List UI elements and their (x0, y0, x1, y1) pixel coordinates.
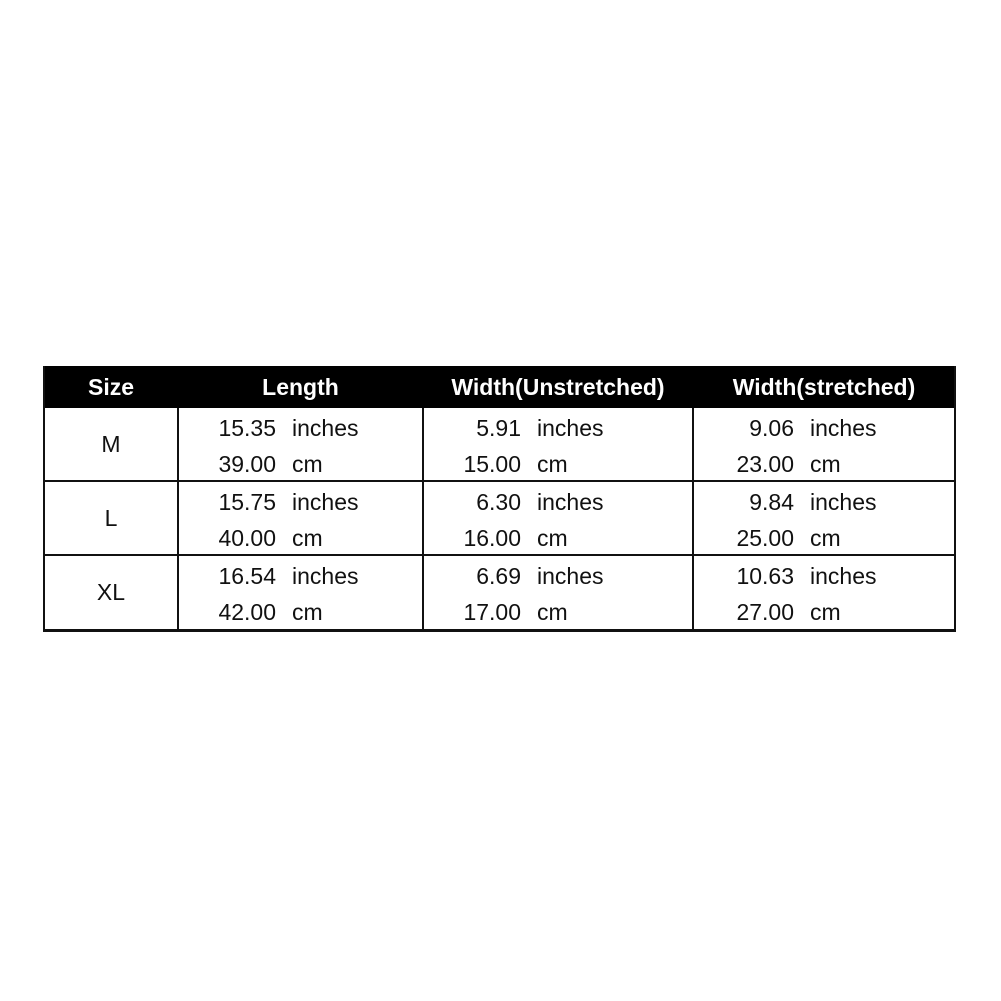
table-row-l (45, 482, 954, 556)
width-unstretched-cm-unit: cm (537, 525, 568, 551)
width-unstretched-inch-unit: inches (537, 563, 604, 589)
table-row-m (45, 408, 954, 482)
length-inch-value: 15.75 (218, 489, 276, 515)
column-divider (422, 408, 424, 629)
width-unstretched-inch-value: 5.91 (476, 415, 521, 441)
width-stretched-inch-unit: inches (810, 489, 877, 515)
size-cell: L (104, 505, 118, 531)
width-unstretched-inch-unit: inches (537, 489, 604, 515)
header-width-stretched: Width(stretched) (732, 374, 916, 400)
width-stretched-cm-unit: cm (810, 525, 841, 551)
width-unstretched-cm-value: 17.00 (463, 599, 521, 625)
width-stretched-inch-value: 9.84 (749, 489, 794, 515)
width-unstretched-cm-value: 16.00 (463, 525, 521, 551)
width-stretched-cm-value: 27.00 (736, 599, 794, 625)
size-cell: M (101, 431, 121, 457)
header-width-unstretched: Width(Unstretched) (451, 374, 665, 400)
length-cm-value: 40.00 (218, 525, 276, 551)
width-stretched-cm-unit: cm (810, 451, 841, 477)
length-inch-unit: inches (292, 563, 359, 589)
column-divider (692, 408, 694, 629)
table-row-xl (45, 556, 954, 630)
column-divider (177, 408, 179, 629)
header-length: Length (262, 374, 339, 400)
width-unstretched-cm-value: 15.00 (463, 451, 521, 477)
length-inch-value: 16.54 (218, 563, 276, 589)
size-chart-table (43, 366, 956, 632)
size-cell: XL (96, 579, 126, 605)
width-unstretched-inch-unit: inches (537, 415, 604, 441)
width-stretched-cm-value: 23.00 (736, 451, 794, 477)
table-header (45, 366, 954, 408)
length-inch-unit: inches (292, 415, 359, 441)
length-inch-value: 15.35 (218, 415, 276, 441)
width-unstretched-inch-value: 6.69 (476, 563, 521, 589)
header-size: Size (87, 374, 135, 400)
width-stretched-inch-unit: inches (810, 415, 877, 441)
width-unstretched-inch-value: 6.30 (476, 489, 521, 515)
width-unstretched-cm-unit: cm (537, 451, 568, 477)
length-cm-unit: cm (292, 451, 323, 477)
length-cm-value: 39.00 (218, 451, 276, 477)
length-cm-value: 42.00 (218, 599, 276, 625)
width-unstretched-cm-unit: cm (537, 599, 568, 625)
width-stretched-inch-value: 10.63 (736, 563, 794, 589)
width-stretched-inch-value: 9.06 (749, 415, 794, 441)
length-cm-unit: cm (292, 525, 323, 551)
length-inch-unit: inches (292, 489, 359, 515)
width-stretched-inch-unit: inches (810, 563, 877, 589)
width-stretched-cm-value: 25.00 (736, 525, 794, 551)
length-cm-unit: cm (292, 599, 323, 625)
width-stretched-cm-unit: cm (810, 599, 841, 625)
